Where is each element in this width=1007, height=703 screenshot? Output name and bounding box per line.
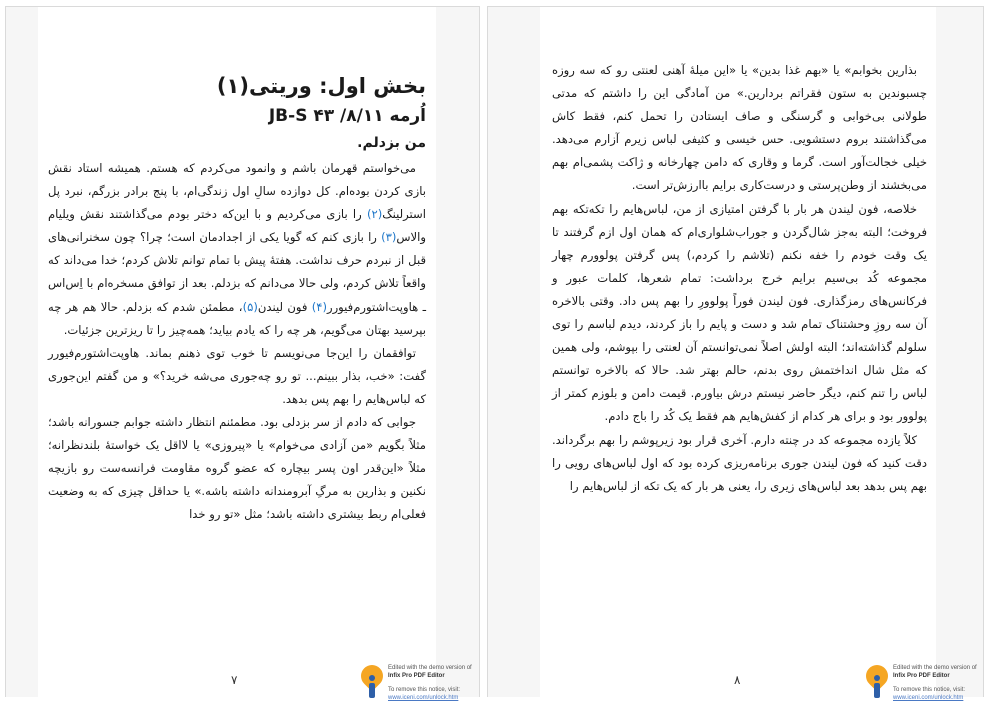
paragraph-text: کلاً یازده مجموعه کد در چنته دارم. آخری قرار بود زیرپوشم را بهم برگرداند. دقت کنید که فون لیندن جوری برنامه‌ریزی کرده بود که اول لباس‌های رویی را بهم پس بدهد بعد لباس‌های زیری را، یعنی هر بار که یک تکه از لباس‌هایم را — [552, 432, 927, 493]
footnote-marker[interactable]: (۵) — [242, 299, 258, 314]
infix-logo-icon — [863, 663, 891, 699]
body-paragraph — [48, 342, 426, 411]
watermark-line-1: Edited with the demo version of — [388, 665, 472, 671]
page-7-text — [48, 71, 426, 527]
paragraph-text: را بازی کنم که گویا یکی از اجدادمان است؛ چرا؟ چون سخنرانی‌های قبل از نبردم حرف نداشت. هفتهٔ پیش با تمام توانم تلاش کردم؛ خدا می‌داند که واقعاً تلاش کردم، ولی حالا می‌دانم که بزدلم. بعد از توافق مسخره‌ام با اِس‌اس ـ هاوپت‌اشتورم‌فیورر — [48, 230, 426, 314]
watermark-line-2: Infix Pro PDF Editor — [893, 672, 950, 679]
infix-logo-icon — [358, 663, 386, 699]
pdf-page-7 — [5, 6, 480, 701]
watermark-line-3: To remove this notice, visit: — [893, 687, 966, 693]
footnote-marker[interactable]: (۲) — [366, 207, 383, 222]
page-8-text — [552, 59, 927, 498]
diary-date-line: اُرمه ۸/۱۱/ ۴۳ JB-S — [268, 106, 426, 126]
watermark-line-1: Edited with the demo version of — [893, 665, 977, 671]
paragraph-text: فون لیندن — [257, 299, 312, 314]
page-7-paragraphs — [48, 157, 426, 527]
paragraph-text: خلاصه، فون لیندن هر بار با گرفتن امتیازی از من، لباس‌هایم را تکه‌تکه بهم فروخت؛ البته به‌جز شال‌گردن و جوراب‌شلواری‌ام که همان اول ازم گرفتند تا یک وقت خودم را خفه نکنم (تلاشم را کردم،) پس گرفتن پولوورم چهار مجموعه کُد بی‌سیم برایم خرج برداشت: تمام شعرها، کلمات عبور و فرکانس‌های رمزگذاری. فون لیندن فوراً پولوورِ را بهم پس داد. وقتی بالاخره آن سه روزِ وحشتناک تمام شد و دست و پایم را باز کردند، دیدم لباسم را توی سلولم گذاشته‌اند؛ البته اولش اصلاً نمی‌توانستم آن لعنتی را بپوشم، ولی همین که مثل شال انداختمش روی بدنم، حالم بهتر شد. حالا که بالاخره توانستم لباس را تنم کنم، دیگر حاضر نیستم درش بیاورم. قیمت دامن و بلوزم کمتر از پولوور بود و برای هر کدام از کفش‌هایم هم فقط یک کُد را باج دادم. — [552, 201, 927, 424]
paragraph-text: را بازی می‌کردیم و با این‌که دختر بودم می‌گذاشتند نقش ویلیام والاس — [48, 207, 426, 245]
body-paragraph — [48, 411, 426, 526]
paragraph-text: بذارین بخوابم» یا «بهم غذا بدین» یا «این میلهٔ آهنی لعنتی رو که سه روزه چسبوندین به ستون فقراتم بردارین.» من آمادگی این را داشتم که مدتی طولانی بی‌خوابی و گرسنگی و صاف ایستادن را تحمل کنم، فقط کاش می‌گذاشتند بروم دستشویی. حس خیسی و کثیفی لباس زیرم آزارم می‌دهد. خیلی خجالت‌آور است. گرما و وقاری که دامن چهارخانه و ژاکت پشمی‌ام بهم می‌بخشند از وطن‌پرستی و درست‌کاری برایم باارزش‌تر است. — [552, 63, 927, 193]
page-number: ۷ — [231, 673, 238, 687]
watermark-text — [388, 665, 486, 702]
infix-demo-watermark — [863, 663, 993, 703]
body-paragraph — [552, 429, 927, 498]
page-number: ۸ — [734, 673, 741, 687]
infix-demo-watermark — [358, 663, 488, 703]
body-paragraph — [48, 157, 426, 342]
paragraph-text: جوابی که دادم از سر بزدلی بود. مطمئنم انتظار داشته جوابم جسورانه باشد؛ مثلاً بگویم «من آزادی می‌خوام» یا «پیروزی» یا لااقل یک خواستهٔ بلندنظرانه؛ مثلاً «این‌قدر اون پسر بیچاره که عضو گروه مقاومت فرانسه‌ست رو بازیچه نکنین و بذارین به مرگِ آبرومندانه داشته باشه.» یا حداقل چیزی که به وضعیت فعلی‌ام ربط بیشتری داشته باشد؛ مثل «تو رو خدا — [48, 415, 426, 522]
watermark-link[interactable]: www.iceni.com/unlock.htm — [893, 694, 964, 701]
opening-line: من بزدلم. — [357, 135, 426, 151]
pdf-page-8 — [487, 6, 984, 701]
body-paragraph — [552, 198, 927, 429]
watermark-text — [893, 665, 991, 702]
paragraph-text: می‌خواستم قهرمان باشم و وانمود می‌کردم که هستم. همیشه استاد نقش بازی کردن بوده‌ام. کل دوازده سالِ اول زندگی‌ام، با پنج برادر بزرگم، نبرد پل استرلینگ — [48, 161, 426, 222]
footnote-marker[interactable]: (۴) — [311, 299, 327, 314]
paragraph-text: ، مطمئن شدم که بزدلم. حالا هم هر چه بپرسید بهتان می‌گویم، هر چه را که یادم بیاید؛ همه‌چیز را تا ریزترین جزئیات. — [48, 299, 426, 337]
paragraph-text: توافقمان را این‌جا می‌نویسم تا خوب توی ذهنم بماند. هاوپت‌اشتورم‌فیورر گفت: «خب، بذار ببینم... تو رو چه‌جوری می‌شه خرید؟» و من گفتم این‌جوری که لباس‌هایم را بهم پس بدهد. — [48, 345, 426, 406]
watermark-line-3: To remove this notice, visit: — [388, 687, 461, 693]
page-8-paragraphs — [552, 59, 927, 498]
footnote-marker[interactable]: (۳) — [381, 230, 397, 245]
watermark-line-2: Infix Pro PDF Editor — [388, 672, 445, 679]
watermark-link[interactable]: www.iceni.com/unlock.htm — [388, 694, 459, 701]
body-paragraph — [552, 59, 927, 198]
chapter-title: بخش اول: وریتی(۱) — [216, 74, 426, 98]
